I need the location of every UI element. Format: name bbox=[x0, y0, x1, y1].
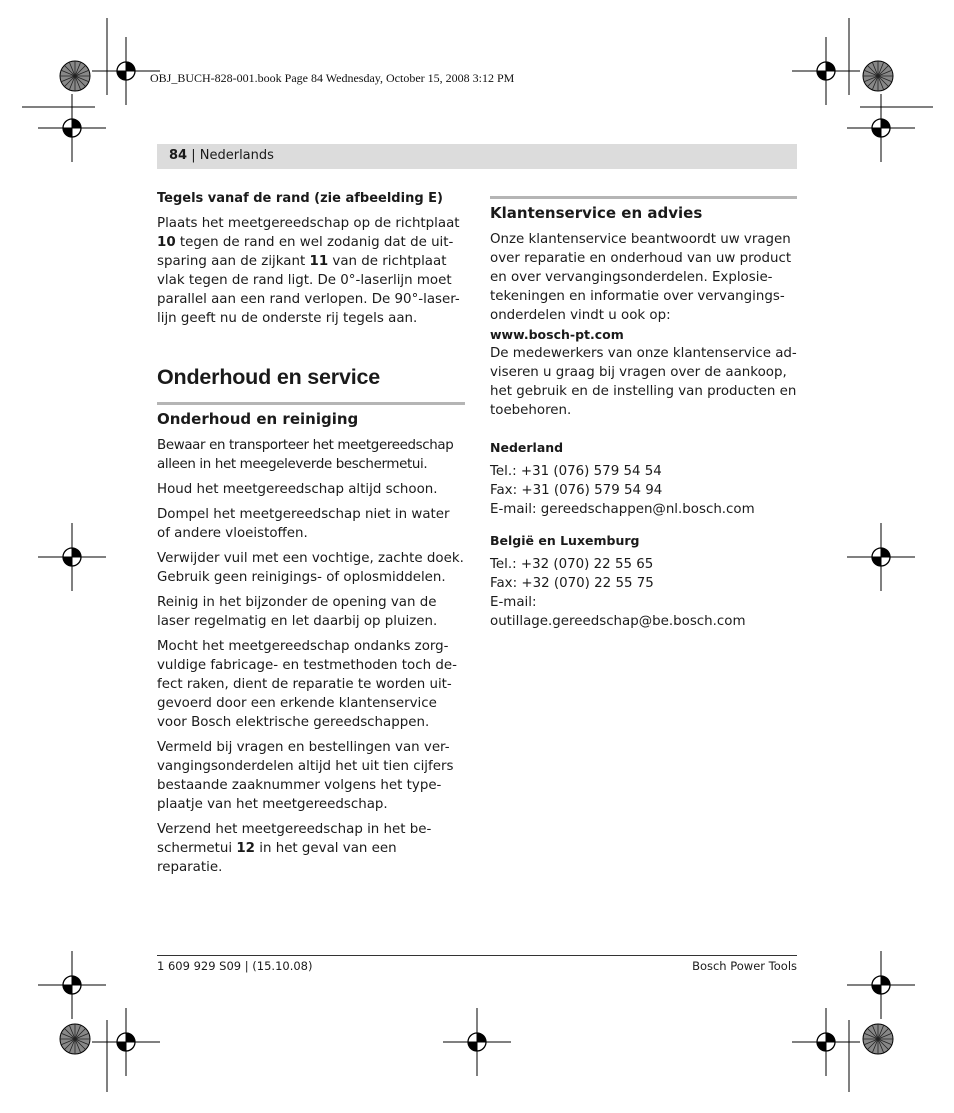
paragraph-3: Verwijder vuil met een vochtige, zachte doek. Gebruik geen reinigings- of oplosmiddelen. bbox=[157, 551, 464, 585]
contact-be-email: outillage.gereedschap@be.bosch.com bbox=[490, 614, 746, 629]
tiles-paragraph: Plaats het meetgereedschap op de richtplaat 10 tegen de rand en wel zodanig dat de uit-sparing aan de zijkant 11 van de richtplaat vlak tegen de rand ligt. De 0°-laserlijn moet parallel aan een rand verlopen. De 90°-laser-lijn geeft nu de onderste rij tegels aan. bbox=[157, 216, 460, 326]
section-title: Onderhoud en service bbox=[157, 365, 381, 389]
contact-be-email-label: E-mail: bbox=[490, 595, 537, 610]
ref-12: 12 bbox=[236, 841, 255, 856]
header-language: Nederlands bbox=[199, 148, 274, 163]
footer-rule bbox=[157, 955, 797, 956]
klantenservice-title: Klantenservice en advies bbox=[490, 204, 703, 222]
klantenservice-intro: Onze klantenservice beantwoordt uw vragen over reparatie en onderhoud van uw product en over vervangingsonderdelen. Explosie-tekeningen en informatie over vervangings-onderdelen vindt u ook op: bbox=[490, 232, 792, 323]
website-link[interactable]: www.bosch-pt.com bbox=[490, 327, 624, 342]
paragraph-2: Dompel het meetgereedschap niet in water of andere vloeistoffen. bbox=[157, 507, 450, 541]
header-separator: | bbox=[187, 148, 200, 163]
contact-be-heading: België en Luxemburg bbox=[490, 533, 640, 548]
contact-nl-fax: Fax: +31 (076) 579 54 94 bbox=[490, 483, 663, 498]
paragraph-0: Bewaar en transporteer het meetgereedschap alleen in het meegeleverde beschermetui. bbox=[157, 438, 454, 472]
left-column bbox=[157, 189, 465, 883]
header-text bbox=[169, 148, 274, 163]
contact-be-tel: Tel.: +32 (070) 22 55 65 bbox=[490, 557, 654, 572]
paragraph-5: Mocht het meetgereedschap ondanks zorg-vuldige fabricage- en testmethoden toch de-fect raken, dient de reparatie te worden uit-gevoerd door een erkende klantenservice voor Bosch elektrische gereedschappen. bbox=[157, 639, 457, 730]
paragraph-1: Houd het meetgereedschap altijd schoon. bbox=[157, 482, 438, 497]
ref-11: 11 bbox=[309, 254, 329, 269]
page-number: 84 bbox=[169, 148, 188, 163]
print-slug: OBJ_BUCH-828-001.book Page 84 Wednesday, October 15, 2008 3:12 PM bbox=[150, 71, 515, 85]
footer-doc-number: 1 609 929 S09 | (15.10.08) bbox=[157, 959, 313, 973]
tiles-heading: Tegels vanaf de rand (zie afbeelding E) bbox=[157, 191, 443, 206]
right-column bbox=[490, 196, 797, 631]
page-header bbox=[157, 144, 797, 169]
subsection-rule bbox=[157, 402, 465, 405]
klantenservice-rule bbox=[490, 196, 797, 199]
paragraph-4: Reinig in het bijzonder de opening van de laser regelmatig en let daarbij op pluizen. bbox=[157, 595, 438, 629]
ref-10: 10 bbox=[157, 235, 176, 250]
paragraph-7: Verzend het meetgereedschap in het be-schermetui 12 in het geval van een reparatie. bbox=[157, 822, 432, 875]
contact-be-fax: Fax: +32 (070) 22 55 75 bbox=[490, 576, 654, 591]
klantenservice-outro: De medewerkers van onze klantenservice ad-viseren u graag bij vragen over de aankoop, het gebruik en de instelling van producten en toebehoren. bbox=[490, 346, 797, 418]
contact-nl-heading: Nederland bbox=[490, 440, 564, 455]
paragraph-6: Vermeld bij vragen en bestellingen van ver-vangingsonderdelen altijd het uit tien cijfers bestaande zaaknummer volgens het type-plaatje van het meetgereedschap. bbox=[157, 740, 454, 812]
subsection-title: Onderhoud en reiniging bbox=[157, 410, 359, 428]
contact-nl-email: E-mail: gereedschappen@nl.bosch.com bbox=[490, 502, 755, 517]
footer-brand: Bosch Power Tools bbox=[692, 959, 797, 973]
contact-nl-tel: Tel.: +31 (076) 579 54 54 bbox=[490, 464, 662, 479]
